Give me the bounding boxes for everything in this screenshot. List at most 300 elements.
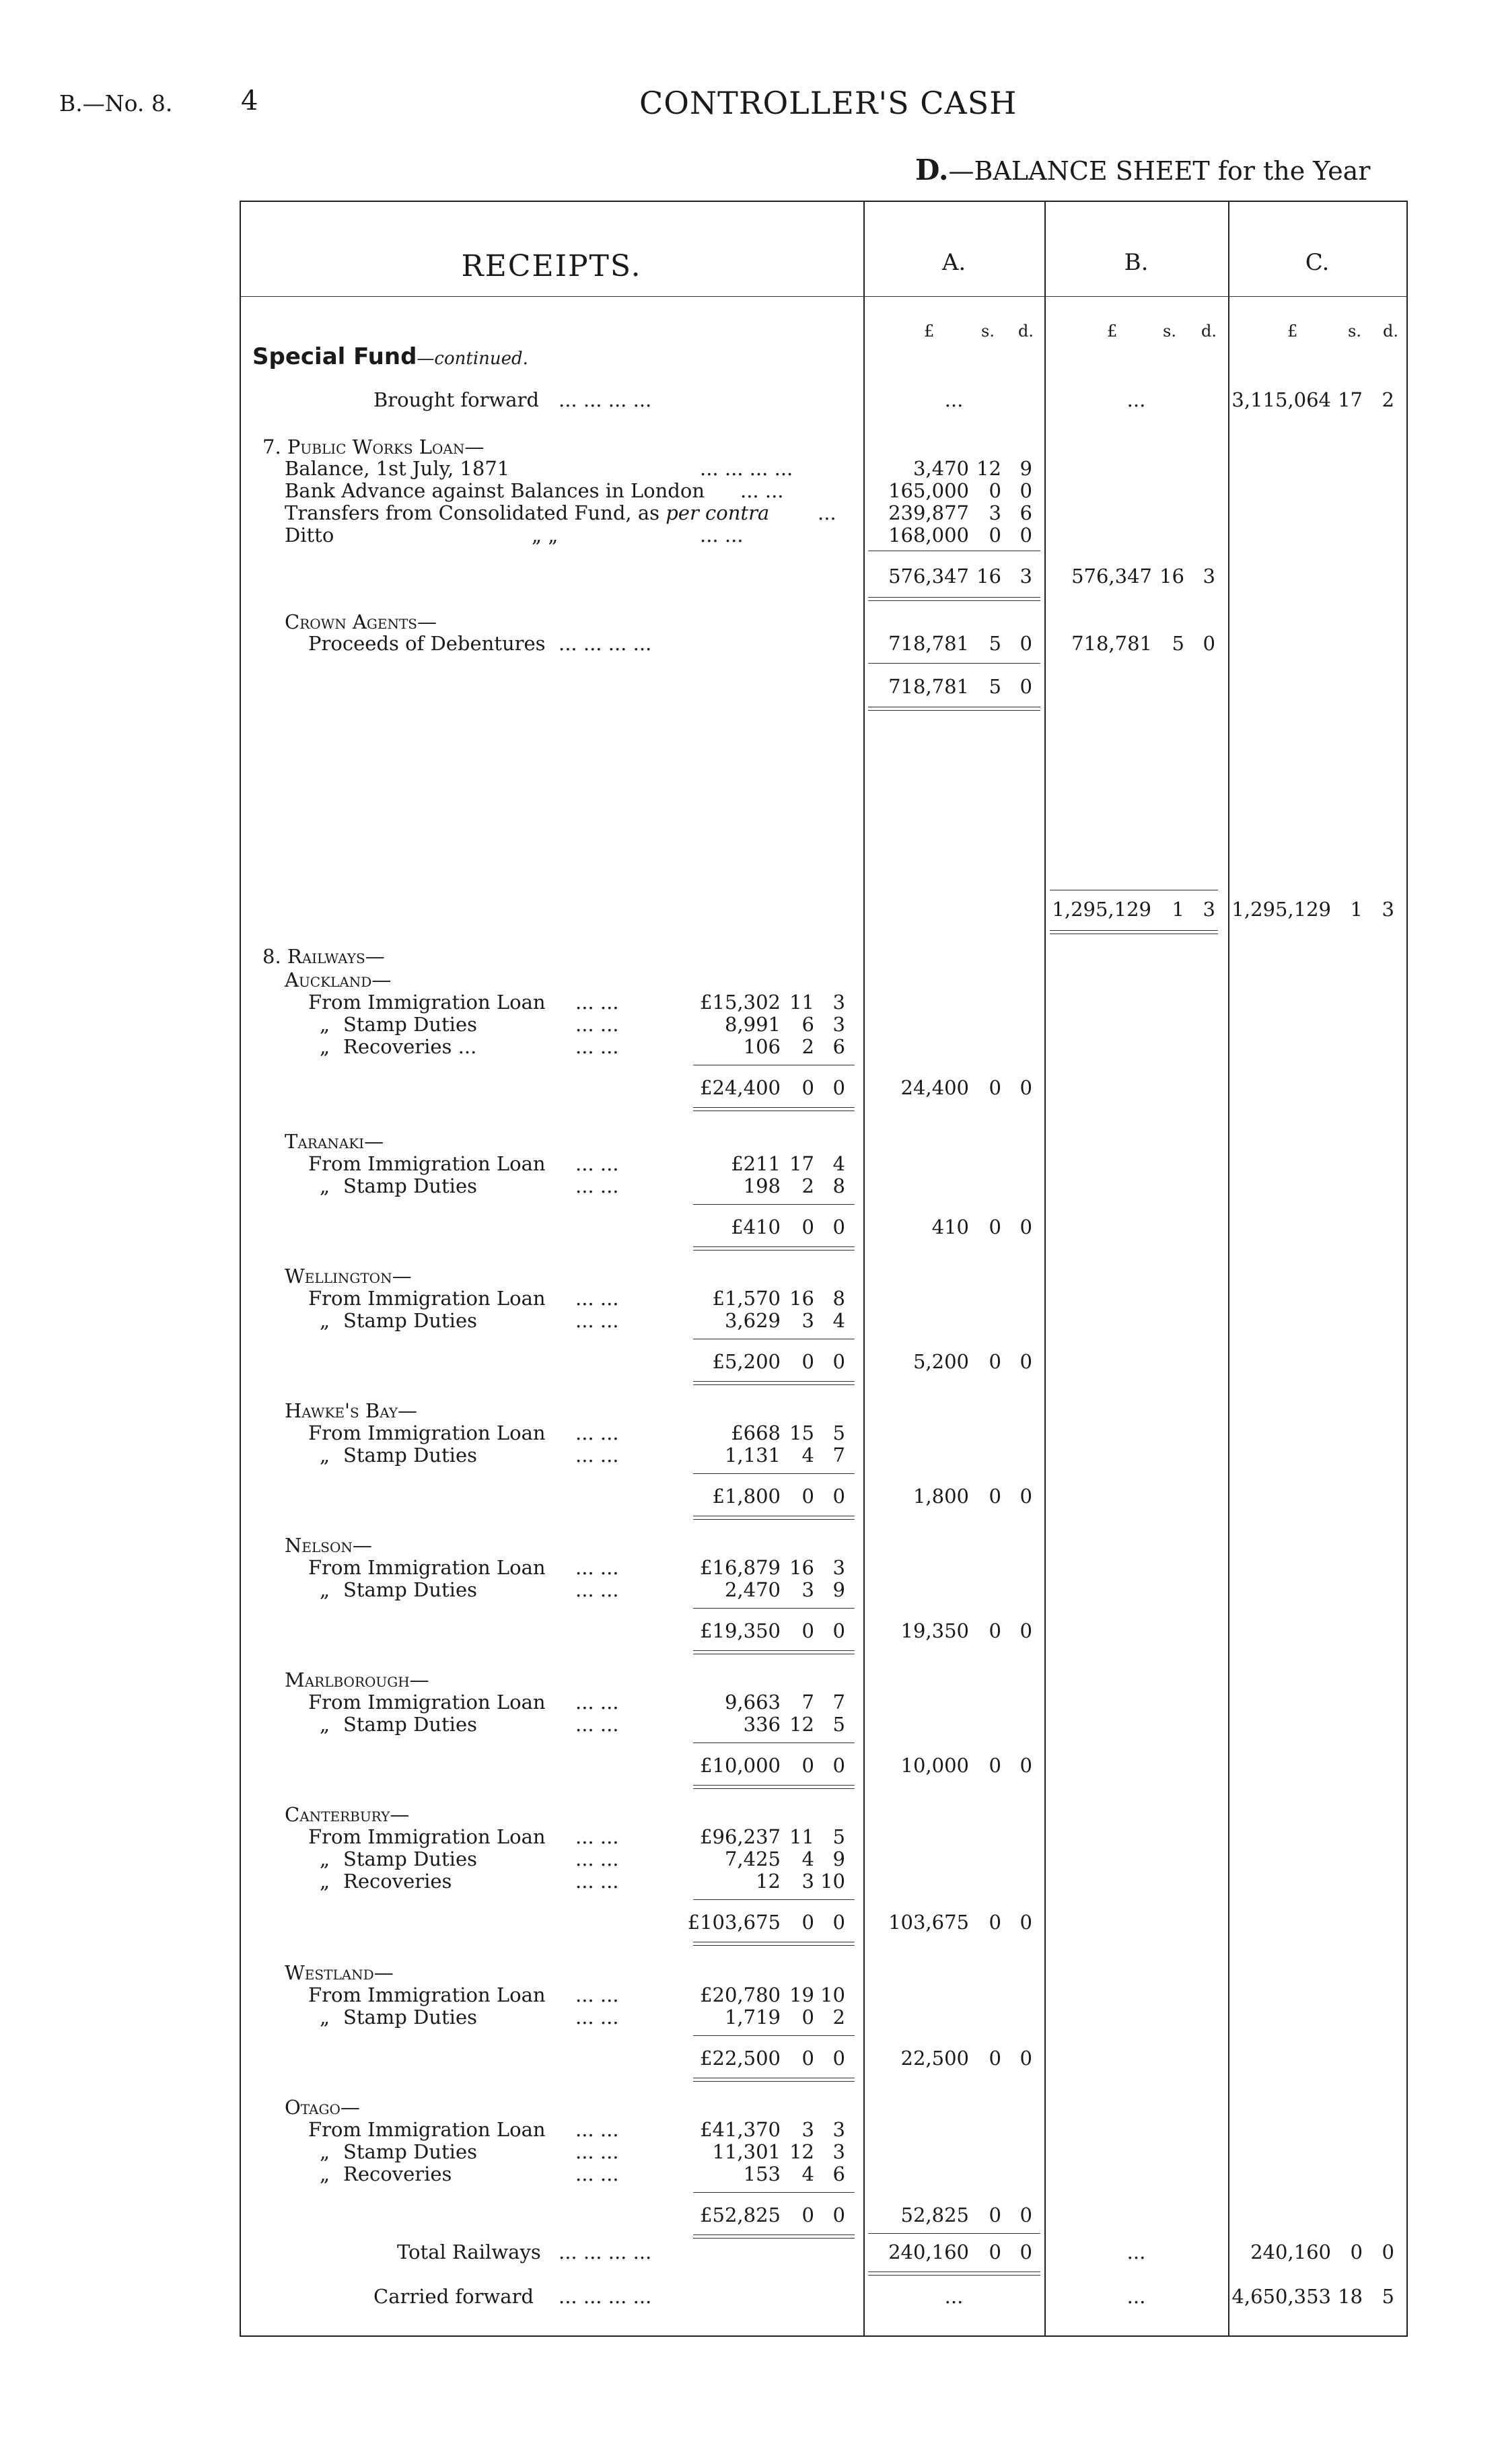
crown-agents-total-a-shillings: 5 [989,675,1001,698]
leader-dots: ... ... [575,1578,619,1601]
railway-row-label: Stamp Duties [343,1847,477,1870]
railway-subtotal-shillings: 0 [801,1485,814,1508]
railway-row-shillings: 2 [801,1174,814,1197]
railway-subtotal-shillings: 0 [801,1350,814,1373]
total-railways-label: Total Railways [397,2241,541,2263]
railways-heading: 8. Railways— [262,945,385,968]
carried-forward-label: Carried forward [373,2285,534,2308]
subtotal-double-rule-b [693,1945,855,1946]
railway-a-pounds: 103,675 [888,1911,969,1934]
railway-subtotal-pounds: £52,825 [700,2204,781,2226]
railway-row-shillings: 2 [801,1035,814,1058]
railway-subtotal-pounds: £5,200 [712,1350,781,1373]
row-label-italic: per contra [666,501,770,524]
leader-dots: ... ... [575,1983,619,2006]
header-rule [240,296,1408,297]
railway-row-pence: 10 [820,1870,845,1893]
railway-a-shillings: 0 [989,1485,1001,1508]
leader-dots: ... ... [575,2118,619,2141]
railway-a-pounds: 1,800 [913,1485,969,1508]
public-works-row-label [285,524,334,546]
railway-row-label: From Immigration Loan [308,1421,546,1444]
railway-subtotal-pounds: £10,000 [700,1754,781,1777]
railway-row-shillings: 16 [789,1287,814,1310]
railway-row-label: From Immigration Loan [308,1983,546,2006]
leader-dots: ... ... [575,1287,619,1310]
public-works-total-b-pounds: 576,347 [1071,565,1152,588]
railway-row-pounds: £1,570 [712,1287,781,1310]
subtotal-double-rule-b [693,1250,855,1251]
ditto-mark: „ [320,2006,330,2029]
brought-forward-c-shillings: 17 [1338,388,1363,411]
railway-subtotal-pounds: £410 [731,1216,781,1238]
railway-row-pounds: 2,470 [724,1578,781,1601]
railway-row-label: Stamp Duties [343,1444,477,1467]
row-a-pence: 6 [1020,501,1032,524]
railway-a-pounds: 410 [931,1216,969,1238]
public-works-double-rule-a [868,597,1040,598]
railway-row-label: From Immigration Loan [308,1152,546,1175]
railway-row-shillings: 12 [789,2140,814,2163]
ditto-mark: „ [320,2162,330,2185]
railway-a-pence: 0 [1020,1754,1032,1777]
c-total-shillings: 1 [1350,898,1363,921]
col-c-pence: d. [1383,322,1398,341]
railway-a-pounds: 10,000 [900,1754,969,1777]
public-works-row-label [285,480,705,501]
railway-a-pounds: 52,825 [900,2204,969,2226]
railway-row-label: Stamp Duties [343,1578,477,1601]
leader-dots: ... ... [575,1421,619,1444]
leader-dots: ... ... [575,1825,619,1848]
public-works-row-label [285,502,769,524]
subtotal-rule [693,1473,855,1474]
railway-row-pence: 9 [832,1578,845,1601]
railway-row-pence: 3 [832,1013,845,1036]
railway-a-pence: 0 [1020,1216,1032,1238]
special-fund-suffix: —continued. [417,349,528,369]
row-label-text: Ditto [285,524,334,547]
railway-row-pounds: 1,131 [724,1444,781,1467]
crown-agents-sum-rule [868,663,1040,664]
railway-row-pounds: 12 [756,1870,781,1893]
railway-subtotal-shillings: 0 [801,1754,814,1777]
leader-dots: ... ... [575,2162,619,2185]
ditto-mark: „ [320,1578,330,1601]
railway-row-label: From Immigration Loan [308,1825,546,1848]
leader-dots: ... ... [575,1691,619,1714]
special-fund-heading [252,343,528,370]
total-railways-a-shillings: 0 [989,2241,1001,2263]
subtotal-double-rule-a [693,2234,855,2235]
ditto-mark: „ [320,1013,330,1036]
railway-row-pounds: 1,719 [724,2006,781,2029]
railway-subtotal-shillings: 0 [801,1911,814,1934]
railway-a-pence: 0 [1020,2047,1032,2070]
col-c-pound: £ [1287,322,1298,341]
crown-agents-total-a-pence: 0 [1020,675,1032,698]
ditto-mark: „ [320,1174,330,1197]
railway-row-shillings: 12 [789,1713,814,1736]
row-a-pence: 0 [1020,524,1032,547]
row-a-shillings: 0 [989,479,1001,502]
railway-row-pounds: £96,237 [700,1825,781,1848]
total-railways-a-pounds: 240,160 [888,2241,969,2263]
subtotal-double-rule-b [693,1788,855,1789]
col-c-divider [1228,201,1229,2337]
subtotal-rule [693,1204,855,1205]
railway-a-shillings: 0 [989,2047,1001,2070]
railway-subtotal-shillings: 0 [801,1216,814,1238]
railway-row-pence: 3 [832,2118,845,2141]
railway-row-pounds: 7,425 [724,1847,781,1870]
railway-row-pence: 3 [832,1556,845,1579]
col-a-heading: A. [941,249,966,276]
row-a-pounds: 168,000 [888,524,969,547]
row-a-pounds: 165,000 [888,479,969,502]
b-total-pence: 3 [1203,898,1215,921]
leader-dots: ... ... [575,2006,619,2029]
crown-agents-double-rule-b [868,710,1040,711]
public-works-total-b-pence: 3 [1203,565,1215,588]
crown-agents-b-shillings: 5 [1172,632,1184,655]
crown-agents-label: Proceeds of Debentures [308,632,546,655]
railway-subtotal-pence: 0 [832,2047,845,2070]
table-bottom-border [240,2335,1408,2337]
railway-row-pence: 4 [832,1309,845,1332]
railway-subtotal-pounds: £103,675 [687,1911,781,1934]
railway-a-pence: 0 [1020,1911,1032,1934]
railway-row-pounds: £15,302 [700,991,781,1014]
railway-a-pounds: 5,200 [913,1350,969,1373]
railway-row-pence: 2 [832,2006,845,2029]
railway-row-pence: 5 [832,1713,845,1736]
railway-row-shillings: 17 [789,1152,814,1175]
public-works-total-a-pence: 3 [1020,565,1032,588]
railway-row-pence: 5 [832,1825,845,1848]
ditto-mark: „ [320,2140,330,2163]
railway-group-name: Nelson— [285,1534,372,1557]
railway-row-pounds: 336 [743,1713,781,1736]
railway-row-pence: 7 [832,1444,845,1467]
railway-subtotal-pence: 0 [832,1350,845,1373]
subtotal-double-rule-a [693,1381,855,1382]
railway-row-shillings: 6 [801,1013,814,1036]
row-label-text: Balance, 1st July, 1871 [285,457,510,480]
subtotal-rule [693,2035,855,2036]
leader-dots: ... ... [575,1556,619,1579]
railway-a-shillings: 0 [989,1619,1001,1642]
railway-row-pounds: 3,629 [724,1309,781,1332]
subtotal-double-rule-b [693,2238,855,2239]
leader-dots: ... ... [575,1713,619,1736]
railway-row-shillings: 3 [801,1578,814,1601]
railway-row-shillings: 3 [801,1309,814,1332]
c-total-pounds: 1,295,129 [1231,898,1331,921]
page-reference: B.—No. 8. [59,90,173,116]
table-left-border [240,201,241,2337]
railway-group-name: Hawke's Bay— [285,1399,418,1422]
railway-a-pence: 0 [1020,1350,1032,1373]
railway-row-pence: 3 [832,991,845,1014]
ditto-mark: „ [320,1847,330,1870]
leader-dots: ... ... [740,479,784,502]
railway-row-label: Recoveries [343,1870,452,1893]
crown-agents-total-a-pounds: 718,781 [888,675,969,698]
c-total-pence: 3 [1382,898,1394,921]
railway-a-pence: 0 [1020,2204,1032,2226]
subtitle-text: —BALANCE SHEET for the Year [948,156,1371,186]
leader-dots: ... ... [575,2140,619,2163]
ditto-mark: „ [320,1870,330,1893]
railway-row-pence: 8 [832,1174,845,1197]
ditto-mark: „ [320,1035,330,1058]
total-railways-b: ... [1126,2241,1146,2263]
leader-dots: ... ... [575,1444,619,1467]
col-b-divider [1044,201,1046,2337]
ditto-mark: „ [320,1444,330,1467]
brought-forward-c-pounds: 3,115,064 [1231,388,1331,411]
table-top-border [240,201,1408,202]
total-railways-c-pence: 0 [1382,2241,1394,2263]
railway-row-label: Stamp Duties [343,1174,477,1197]
carried-forward-dots: ... ... ... ... [559,2285,652,2308]
leader-dots: ... ... [575,1013,619,1036]
railway-subtotal-shillings: 0 [801,1076,814,1099]
railway-row-pounds: 11,301 [712,2140,781,2163]
page-title: CONTROLLER'S CASH [639,85,1017,121]
railway-row-shillings: 4 [801,2162,814,2185]
carried-forward-a: ... [944,2285,964,2308]
railway-row-label: From Immigration Loan [308,1287,546,1310]
railway-subtotal-pence: 0 [832,1485,845,1508]
crown-agents-dots: ... ... ... ... [559,632,652,655]
total-railways-c-shillings: 0 [1350,2241,1363,2263]
railway-row-pence: 6 [832,2162,845,2185]
railway-row-pounds: 153 [743,2162,781,2185]
railway-subtotal-pence: 0 [832,1619,845,1642]
brought-forward-label: Brought forward [373,388,540,411]
railway-a-shillings: 0 [989,1076,1001,1099]
carried-forward-c-pence: 5 [1382,2285,1394,2308]
col-c-heading: C. [1305,249,1330,276]
railway-row-label: Stamp Duties [343,2006,477,2029]
brought-forward-a: ... [944,388,964,411]
subtotal-double-rule-a [693,1785,855,1786]
railway-row-shillings: 3 [801,1870,814,1893]
ditto-mark: „ [320,1309,330,1332]
railway-row-pounds: 8,991 [724,1013,781,1036]
row-a-shillings: 12 [976,457,1001,480]
total-railways-a-pence: 0 [1020,2241,1032,2263]
railway-row-pounds: 9,663 [724,1691,781,1714]
railway-subtotal-pounds: £22,500 [700,2047,781,2070]
railway-row-pounds: £41,370 [700,2118,781,2141]
leader-dots: ... ... ... ... [700,457,793,480]
railway-a-shillings: 0 [989,1911,1001,1934]
crown-agents-heading: Crown Agents— [285,610,437,633]
col-b-pound: £ [1107,322,1118,341]
railway-row-pence: 5 [832,1421,845,1444]
railway-row-shillings: 3 [801,2118,814,2141]
row-a-shillings: 3 [989,501,1001,524]
railway-row-pounds: £16,879 [700,1556,781,1579]
railway-a-pence: 0 [1020,1076,1032,1099]
railway-row-label: From Immigration Loan [308,991,546,1014]
railway-row-label: From Immigration Loan [308,2118,546,2141]
subtotal-double-rule-a [693,1107,855,1108]
row-a-pounds: 239,877 [888,501,969,524]
railway-group-name: Auckland— [285,969,392,991]
special-fund-label: Special Fund [252,343,417,370]
railway-a-pounds: 19,350 [900,1619,969,1642]
brought-forward-c-pence: 2 [1382,388,1394,411]
railway-subtotal-pence: 0 [832,1076,845,1099]
leader-dots: ... ... [575,1870,619,1893]
railway-group-name: Canterbury— [285,1803,410,1826]
public-works-total-a-pounds: 576,347 [888,565,969,588]
table-right-border [1406,201,1408,2337]
page-number: 4 [241,85,258,116]
railway-row-pounds: £668 [731,1421,781,1444]
railway-row-shillings: 4 [801,1444,814,1467]
row-a-pence: 9 [1020,457,1032,480]
public-works-double-rule-b [868,600,1040,601]
subtotal-double-rule-b [693,2081,855,2082]
row-label-text: Transfers from Consolidated Fund, as [285,501,660,524]
railway-row-shillings: 15 [789,1421,814,1444]
col-b-shilling: s. [1163,322,1176,341]
ditto-marks: „ „ [532,524,559,547]
leader-dots: ... ... [700,524,744,547]
subtotal-rule [693,2192,855,2193]
subtotal-rule [693,1899,855,1900]
subtitle-prefix: D. [915,153,949,186]
railway-row-pence: 8 [832,1287,845,1310]
leader-dots: ... ... [575,991,619,1014]
railway-a-pounds: 22,500 [900,2047,969,2070]
col-a-shilling: s. [981,322,995,341]
subtotal-double-rule-b [693,1384,855,1385]
carried-forward-c-shillings: 18 [1338,2285,1363,2308]
railway-row-label: Recoveries [343,2162,452,2185]
ditto-mark: „ [320,1713,330,1736]
brought-forward-dots: ... ... ... ... [559,388,652,411]
railway-a-shillings: 0 [989,1350,1001,1373]
row-a-pence: 0 [1020,479,1032,502]
col-a-pound: £ [924,322,935,341]
railway-subtotal-pence: 0 [832,2204,845,2226]
railway-subtotal-shillings: 0 [801,2204,814,2226]
railway-a-shillings: 0 [989,1754,1001,1777]
railway-subtotal-pence: 0 [832,1754,845,1777]
col-b-pence: d. [1201,322,1217,341]
b-total-shillings: 1 [1172,898,1184,921]
railway-row-pence: 10 [820,1983,845,2006]
col-b-heading: B. [1124,249,1149,276]
crown-agents-a-shillings: 5 [989,632,1001,655]
row-a-pounds: 3,470 [913,457,969,480]
railway-subtotal-pence: 0 [832,1911,845,1934]
railway-subtotal-pounds: £24,400 [700,1076,781,1099]
railway-row-label: From Immigration Loan [308,1691,546,1714]
leader-dots: ... [818,501,836,524]
col-a-pence: d. [1018,322,1034,341]
subtotal-double-rule-a [693,1246,855,1247]
row-label-space [659,501,666,524]
railway-a-pence: 0 [1020,1619,1032,1642]
railway-row-shillings: 4 [801,1847,814,1870]
railway-row-pence: 9 [832,1847,845,1870]
railway-row-pence: 4 [832,1152,845,1175]
railway-row-label: Stamp Duties [343,1013,477,1036]
leader-dots: ... ... [575,1152,619,1175]
public-works-total-a-shillings: 16 [976,565,1001,588]
total-railways-rule [868,2233,1040,2234]
railway-row-label: Stamp Duties [343,2140,477,2163]
crown-agents-b-pounds: 718,781 [1071,632,1152,655]
brought-forward-b: ... [1126,388,1146,411]
railway-row-label: Recoveries ... [343,1035,477,1058]
railway-row-shillings: 0 [801,2006,814,2029]
total-railways-double-rule-b [868,2275,1040,2276]
railway-group-name: Westland— [285,1961,394,1984]
public-works-heading: 7. Public Works Loan— [262,435,485,458]
railway-row-shillings: 11 [789,991,814,1014]
railway-row-label: Stamp Duties [343,1309,477,1332]
b-total-double-rule-a [1050,930,1218,931]
receipts-heading: RECEIPTS. [461,249,642,283]
crown-agents-a-pounds: 718,781 [888,632,969,655]
railway-a-pounds: 24,400 [900,1076,969,1099]
railway-row-shillings: 7 [801,1691,814,1714]
leader-dots: ... ... [575,1847,619,1870]
railway-group-name: Taranaki— [285,1130,384,1153]
crown-agents-a-pence: 0 [1020,632,1032,655]
crown-agents-b-pence: 0 [1203,632,1215,655]
railway-row-label: Stamp Duties [343,1713,477,1736]
railway-row-shillings: 11 [789,1825,814,1848]
railway-group-name: Otago— [285,2096,360,2119]
railway-subtotal-shillings: 0 [801,2047,814,2070]
carried-forward-c-pounds: 4,650,353 [1231,2285,1331,2308]
railway-row-pounds: £20,780 [700,1983,781,2006]
railway-a-shillings: 0 [989,2204,1001,2226]
carried-forward-b: ... [1126,2285,1146,2308]
railway-row-label: From Immigration Loan [308,1556,546,1579]
railway-subtotal-pounds: £1,800 [712,1485,781,1508]
railway-row-shillings: 16 [789,1556,814,1579]
railway-row-pounds: 106 [743,1035,781,1058]
b-total-pounds: 1,295,129 [1052,898,1151,921]
railway-a-pence: 0 [1020,1485,1032,1508]
railway-row-pounds: £211 [731,1152,781,1175]
leader-dots: ... ... [575,1035,619,1058]
page-subtitle [915,153,1370,186]
railway-a-shillings: 0 [989,1216,1001,1238]
railway-subtotal-pence: 0 [832,1216,845,1238]
railway-row-pence: 3 [832,2140,845,2163]
leader-dots: ... ... [575,1174,619,1197]
leader-dots: ... ... [575,1309,619,1332]
railway-row-pence: 7 [832,1691,845,1714]
row-label-text: Bank Advance against Balances in London [285,479,705,502]
subtotal-double-rule-b [693,1519,855,1520]
railway-group-name: Wellington— [285,1265,412,1288]
subtotal-rule [693,1608,855,1609]
subtotal-double-rule-a [693,1650,855,1651]
total-railways-dots: ... ... ... ... [559,2241,652,2263]
